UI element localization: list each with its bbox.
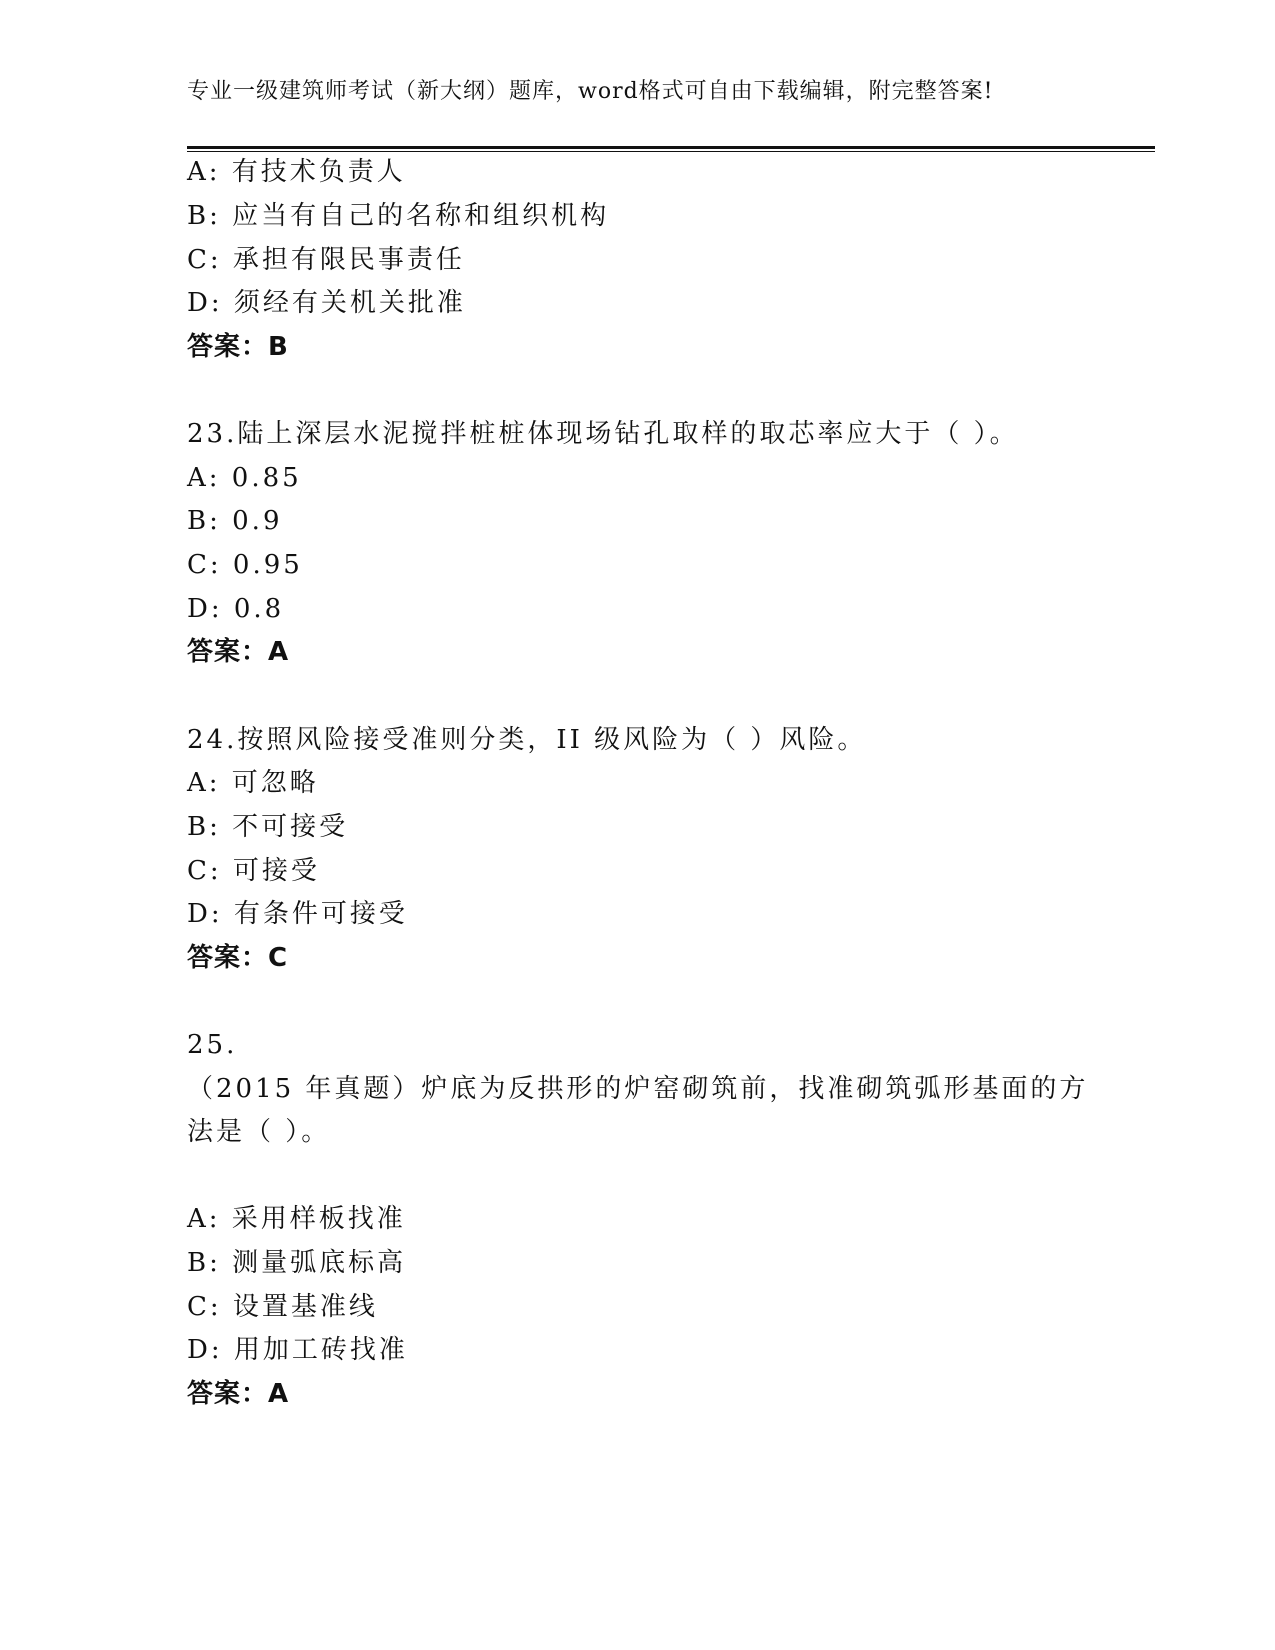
q23-option-c: C: 0.95 bbox=[187, 550, 303, 580]
q25-stem-line1: （2015 年真题）炉底为反拱形的炉窑砌筑前，找准砌筑弧形基面的方 bbox=[187, 1074, 1089, 1104]
q22-answer: 答案：B bbox=[187, 332, 289, 362]
q25-number: 25. bbox=[187, 1030, 238, 1060]
q24-option-d: D: 有条件可接受 bbox=[187, 899, 408, 929]
q22-option-b: B: 应当有自己的名称和组织机构 bbox=[187, 201, 610, 231]
header-rule-thin bbox=[187, 151, 1155, 152]
q25-option-c: C: 设置基准线 bbox=[187, 1292, 378, 1322]
q23-option-b: B: 0.9 bbox=[187, 506, 283, 536]
q25-option-a: A: 采用样板找准 bbox=[187, 1204, 406, 1234]
q24-option-b: B: 不可接受 bbox=[187, 812, 349, 842]
q24-answer: 答案：C bbox=[187, 943, 289, 973]
q24-stem: 24.按照风险接受准则分类，II 级风险为（ ）风险。 bbox=[187, 725, 867, 755]
page-header: 专业一级建筑师考试（新大纲）题库，word格式可自由下载编辑，附完整答案! bbox=[187, 79, 994, 104]
q24-option-a: A: 可忽略 bbox=[187, 768, 319, 798]
q25-option-d: D: 用加工砖找准 bbox=[187, 1335, 408, 1365]
q25-stem-line2: 法是（ ）。 bbox=[187, 1117, 331, 1147]
q23-option-d: D: 0.8 bbox=[187, 594, 285, 624]
q22-option-c: C: 承担有限民事责任 bbox=[187, 245, 465, 275]
header-rule-thick bbox=[187, 146, 1155, 149]
q23-answer: 答案：A bbox=[187, 637, 290, 667]
q25-answer: 答案：A bbox=[187, 1379, 290, 1409]
q23-option-a: A: 0.85 bbox=[187, 463, 302, 493]
q25-option-b: B: 测量弧底标高 bbox=[187, 1248, 407, 1278]
q23-stem: 23.陆上深层水泥搅拌桩桩体现场钻孔取样的取芯率应大于（ ）。 bbox=[187, 419, 1019, 449]
q22-option-d: D: 须经有关机关批准 bbox=[187, 288, 466, 318]
q22-option-a: A: 有技术负责人 bbox=[187, 157, 406, 187]
q24-option-c: C: 可接受 bbox=[187, 856, 320, 886]
